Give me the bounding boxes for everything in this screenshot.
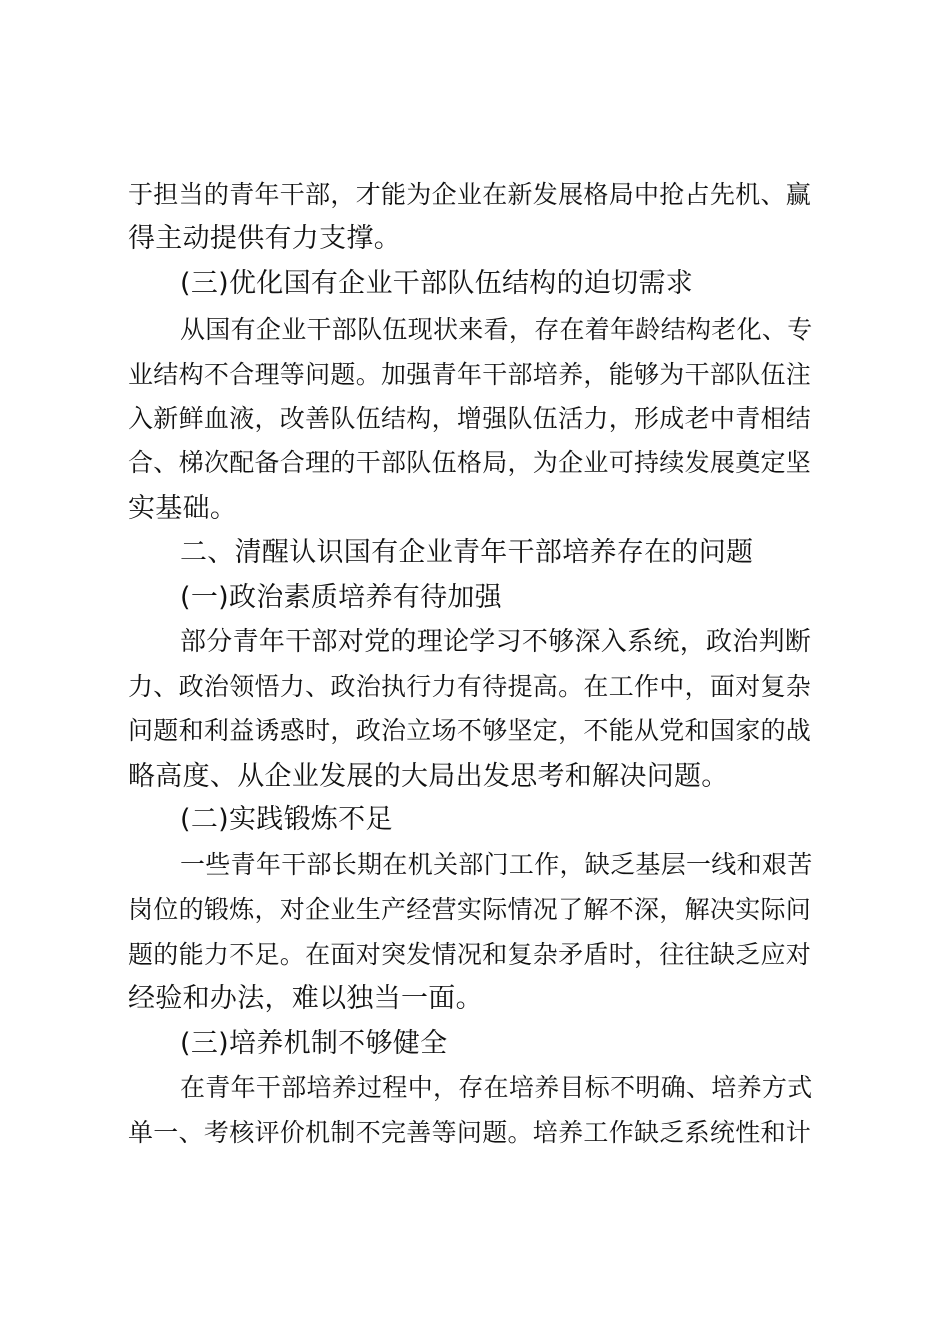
paragraph-line: 题的能力不足。在面对突发情况和复杂矛盾时，往往缺乏应对 — [128, 940, 812, 969]
section-heading: (三)培养机制不够健全 — [180, 1028, 448, 1059]
section-heading: (一)政治素质培养有待加强 — [180, 582, 502, 613]
section-heading: (二)实践锻炼不足 — [180, 804, 393, 835]
paragraph-line: 于担当的青年干部，才能为企业在新发展格局中抢占先机、赢 — [128, 180, 812, 209]
paragraph-line: 实基础。 — [128, 493, 238, 524]
paragraph-line: 略高度、从企业发展的大局出发思考和解决问题。 — [128, 761, 729, 792]
paragraph-line: 在青年干部培养过程中，存在培养目标不明确、培养方式 — [180, 1073, 813, 1102]
paragraph-line: 单一、考核评价机制不完善等问题。培养工作缺乏系统性和计 — [128, 1118, 812, 1147]
paragraph-line: 一些青年干部长期在机关部门工作，缺乏基层一线和艰苦 — [180, 850, 813, 879]
paragraph-line: 从国有企业干部队伍现状来看，存在着年龄结构老化、专 — [180, 315, 813, 344]
paragraph-line: 业结构不合理等问题。加强青年干部培养，能够为干部队伍注 — [128, 360, 812, 389]
section-heading: (三)优化国有企业干部队伍结构的迫切需求 — [180, 268, 694, 299]
paragraph-line: 部分青年干部对党的理论学习不够深入系统，政治判断 — [180, 627, 812, 657]
paragraph-line: 岗位的锻炼，对企业生产经营实际情况了解不深，解决实际问 — [128, 895, 812, 924]
paragraph-line: 合、梯次配备合理的干部队伍格局，为企业可持续发展奠定坚 — [128, 448, 812, 477]
paragraph-line: 得主动提供有力支撑。 — [128, 223, 401, 254]
paragraph-line: 力、政治领悟力、政治执行力有待提高。在工作中，面对复杂 — [128, 672, 812, 701]
paragraph-line: 经验和办法，难以独当一面。 — [128, 983, 483, 1014]
paragraph-line: 入新鲜血液，改善队伍结构，增强队伍活力，形成老中青相结 — [128, 404, 812, 433]
paragraph-line: 问题和利益诱惑时，政治立场不够坚定，不能从党和国家的战 — [128, 716, 812, 745]
chapter-heading: 二、清醒认识国有企业青年干部培养存在的问题 — [180, 537, 754, 568]
